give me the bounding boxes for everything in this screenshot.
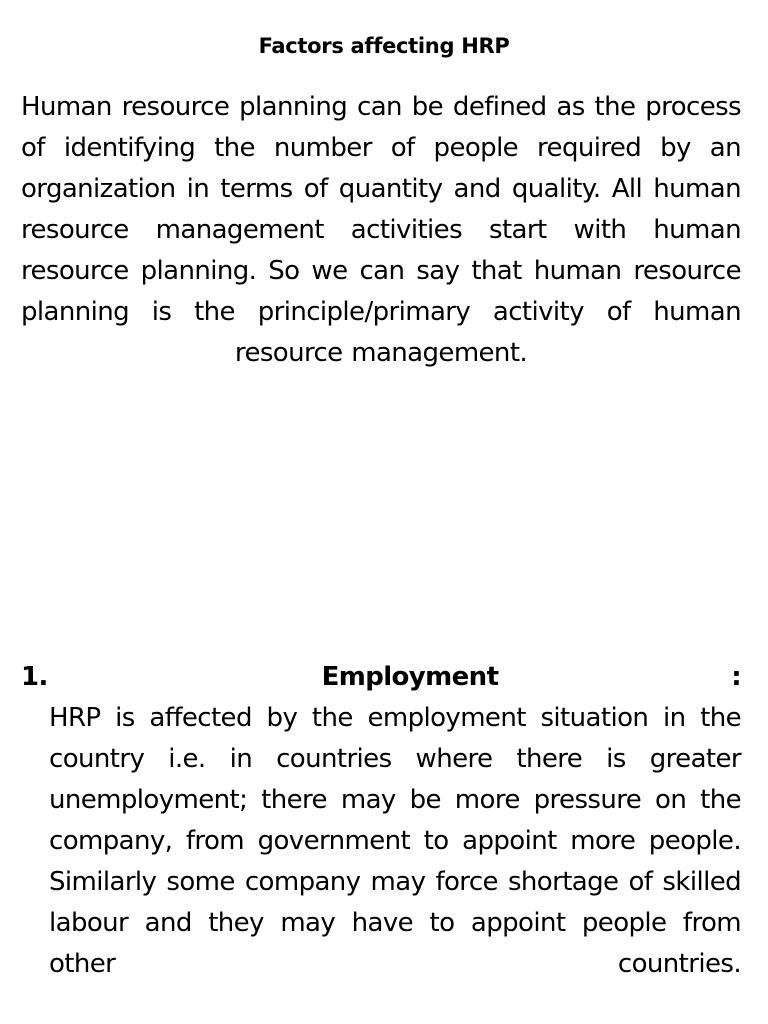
- section-heading-employment: [21, 657, 741, 698]
- section-heading-separator: :: [731, 662, 741, 692]
- document-title: Factors affecting HRP: [258, 34, 510, 58]
- section-number: 1.: [21, 662, 48, 692]
- intro-paragraph: Human resource planning can be defined as the process of identifying the number of people required by an organization in terms of quantity and quality. All human resource management activities start with human resource planning. So we can say that human resource planning is the principle/primary activity of human resource management.: [21, 92, 741, 368]
- section-body-employment: HRP is affected by the employment situation in the country i.e. in countries where there is greater unemployment; there may be more pressure on the company, from government to appoint more people. Similarly some company may force shortage of skilled labour and they may have to appoint people from other countries.: [49, 703, 741, 979]
- section-heading-label: Employment: [321, 662, 499, 692]
